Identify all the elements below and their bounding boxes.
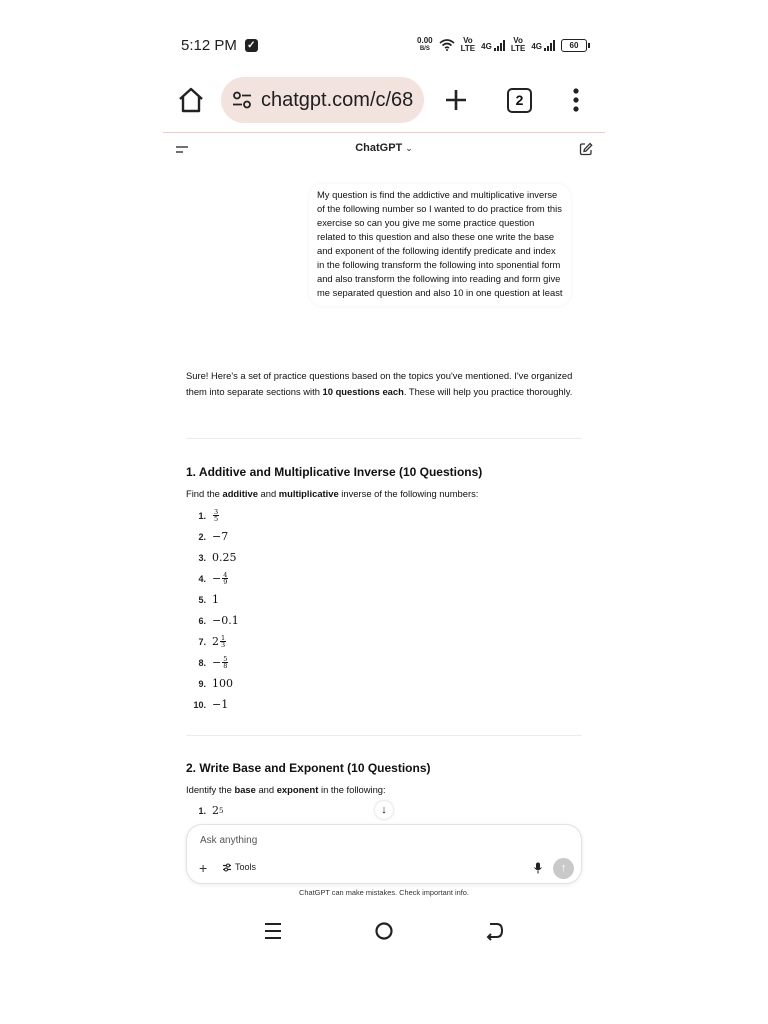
value-sign: − — [212, 572, 222, 585]
list-item — [186, 694, 239, 715]
microphone-icon[interactable] — [533, 862, 543, 874]
list-item — [186, 526, 239, 547]
chat-header — [163, 140, 605, 162]
list-item — [186, 800, 223, 821]
fraction-numerator: 5 — [223, 655, 228, 663]
item-value — [212, 656, 229, 669]
item-value — [212, 593, 219, 606]
desc-text: in the following: — [318, 784, 386, 795]
desc-bold: multiplicative — [278, 488, 339, 499]
list-item — [186, 589, 239, 610]
recent-apps-icon[interactable] — [264, 921, 282, 941]
exponent-question-list — [186, 800, 223, 821]
tab-switcher-button[interactable]: 2 — [507, 88, 532, 113]
send-button[interactable]: ↑ — [553, 858, 574, 879]
new-chat-icon[interactable] — [579, 142, 593, 156]
intro-text-1: Sure! Here's a set of practice questions based on the topics you've mentioned. I've organized them into separate sections with — [186, 370, 573, 397]
notification-v-icon: ✓ — [245, 39, 258, 52]
item-number: 1. — [198, 510, 206, 521]
item-value — [212, 698, 228, 711]
section-heading: 2. Write Base and Exponent (10 Questions) — [186, 761, 431, 775]
user-message-bubble: My question is find the addictive and multiplicative inverse of the following number so I wanted to do practice from this exercise so can you give me some practice question related to this question and also these one write the base and exponent of the following identify predicate and index in the following transform the following into sponential form and also transform the following into reading and form give me separated question and also 10 in one question at least — [309, 184, 571, 306]
scroll-down-button[interactable]: ↓ — [375, 801, 393, 819]
section-description — [186, 784, 386, 795]
browser-toolbar — [163, 76, 605, 124]
value-text: −1 — [212, 698, 229, 711]
desc-bold: additive — [222, 488, 258, 499]
toolbar-divider — [163, 132, 605, 133]
signal-bars-icon — [494, 40, 505, 51]
item-value — [212, 530, 228, 543]
item-number: 5. — [198, 594, 206, 605]
more-options-icon[interactable] — [573, 88, 579, 112]
item-number: 8. — [198, 657, 206, 668]
system-navigation-bar — [163, 918, 605, 944]
sim2-signal — [531, 40, 555, 51]
desc-bold: exponent — [276, 784, 319, 795]
desc-bold: base — [234, 784, 256, 795]
desc-text: Identify the — [186, 784, 235, 795]
value-text: −7 — [212, 530, 229, 543]
item-value — [212, 572, 229, 585]
inverse-question-list — [186, 505, 239, 715]
network-speed-unit: B/S — [419, 46, 430, 52]
home-button-icon[interactable] — [374, 921, 394, 941]
list-item — [186, 610, 239, 631]
desc-text: Find the — [186, 488, 223, 499]
item-value — [212, 614, 239, 627]
value-text: −0.1 — [212, 614, 239, 627]
tools-icon — [222, 863, 232, 872]
fraction — [220, 635, 226, 648]
section-description — [186, 488, 478, 499]
back-icon[interactable] — [486, 921, 504, 941]
fraction — [222, 656, 228, 669]
item-number: 4. — [198, 573, 206, 584]
item-number: 7. — [198, 636, 206, 647]
intro-bold: 10 questions each — [322, 386, 404, 397]
chevron-down-icon: ⌄ — [405, 143, 413, 153]
disclaimer: ChatGPT can make mistakes. Check important info. — [299, 888, 469, 897]
home-icon[interactable] — [177, 87, 205, 113]
item-value — [212, 509, 220, 522]
desc-text: and — [257, 488, 279, 499]
fraction-numerator: 3 — [214, 508, 219, 516]
fraction-denominator: 3 — [221, 641, 226, 649]
sim1-signal — [481, 40, 505, 51]
item-number: 2. — [198, 531, 206, 542]
sim2-volte — [511, 37, 526, 53]
item-value — [212, 551, 237, 564]
item-value — [212, 677, 233, 690]
item-value — [212, 804, 223, 817]
status-bar — [181, 34, 587, 56]
item-number: 6. — [198, 615, 206, 626]
section-divider — [186, 438, 582, 439]
fraction — [222, 572, 228, 585]
item-value — [212, 635, 227, 648]
list-item — [186, 547, 239, 568]
sim1-top-label: Vo — [463, 36, 473, 45]
clock: 5:12 PM — [181, 36, 237, 54]
item-number: 1. — [198, 805, 206, 816]
sim2-top-label: Vo — [513, 36, 523, 45]
chat-title: ChatGPT — [355, 142, 403, 154]
sim2-bottom-label: LTE — [510, 44, 526, 53]
value-sign: − — [212, 656, 222, 669]
value-text: 1 — [212, 593, 219, 606]
phone-screen — [163, 0, 605, 1024]
power-base: 2 — [212, 804, 219, 817]
composer-placeholder[interactable]: Ask anything — [200, 835, 258, 846]
section-heading: 1. Additive and Multiplicative Inverse (10 Questions) — [186, 465, 483, 479]
new-tab-icon[interactable] — [443, 87, 469, 113]
fraction-denominator: 5 — [214, 515, 219, 523]
address-bar[interactable] — [221, 77, 424, 123]
item-number: 9. — [198, 678, 206, 689]
value-whole: 2 — [212, 635, 219, 648]
fraction — [213, 509, 219, 522]
desc-text: inverse of the following numbers: — [338, 488, 479, 499]
network-speed — [417, 37, 433, 53]
site-settings-icon[interactable] — [232, 91, 252, 109]
status-icons — [417, 37, 587, 53]
fraction-denominator: 8 — [223, 662, 228, 670]
tools-label: Tools — [235, 862, 257, 872]
signal-bars-icon — [544, 40, 555, 51]
power-exponent: 5 — [219, 806, 224, 815]
tools-button[interactable] — [222, 862, 256, 872]
intro-text-2: . These will help you practice thoroughly. — [403, 386, 573, 397]
url-text[interactable]: chatgpt.com/c/68 — [261, 88, 414, 111]
list-item — [186, 652, 239, 673]
item-number: 10. — [193, 699, 206, 710]
sim2-net-label: 4G — [531, 41, 542, 51]
list-item — [186, 673, 239, 694]
value-text: 100 — [212, 677, 233, 690]
fraction-numerator: 1 — [221, 634, 226, 642]
section-divider — [186, 735, 582, 736]
sim1-volte — [461, 37, 476, 53]
add-attachment-icon[interactable]: + — [199, 860, 208, 876]
network-speed-value: 0.00 — [417, 36, 433, 45]
item-number: 3. — [198, 552, 206, 563]
list-item — [186, 568, 239, 589]
sim1-net-label: 4G — [481, 41, 492, 51]
wifi-icon — [439, 39, 455, 51]
message-composer[interactable] — [186, 824, 582, 884]
model-selector[interactable] — [163, 142, 605, 154]
battery-icon: 60 — [561, 39, 587, 52]
list-item — [186, 631, 239, 652]
sim1-bottom-label: LTE — [460, 44, 476, 53]
fraction-numerator: 4 — [223, 571, 228, 579]
desc-text: and — [255, 784, 277, 795]
value-text: 0.25 — [212, 551, 237, 564]
assistant-intro — [186, 368, 586, 400]
list-item — [186, 505, 239, 526]
fraction-denominator: 9 — [223, 578, 228, 586]
